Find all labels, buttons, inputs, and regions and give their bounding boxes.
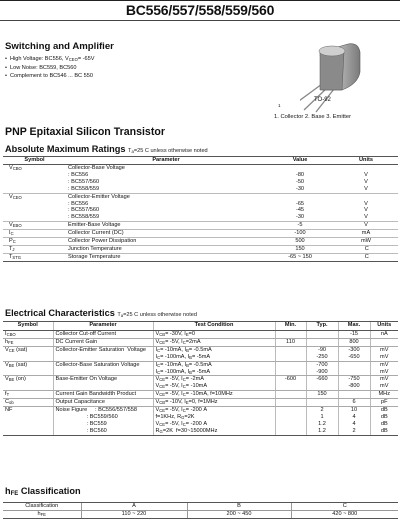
table-row [3,338,398,346]
min-cell: -600 [275,376,306,391]
condition-cell: $I_C= -10mA$, $I_B= -0.5mA$ $I_C= -100mA$, $I_B= -5mA$ [153,346,275,361]
elec-col-header: Typ. [306,322,338,331]
units-cell: pF [370,399,398,407]
hfe-heading: $h_{FE}$ Classification [5,486,81,497]
amr-col-header: Symbol [3,157,66,165]
feature-item: • Low Noise: BC559, BC560 [5,64,94,73]
value-cell: -65 ~ 150 [266,253,334,261]
units-cell: C [334,245,398,253]
condition-cell: $I_C= -10mA$, $I_B= -0.5mA$ $I_C= -100mA$, $I_B= -5mA$ [153,361,275,376]
elec-heading [5,309,197,319]
table-row [3,165,398,194]
table-row [3,376,398,391]
typ-cell: 150 [306,391,338,399]
classification-cell: B [187,503,291,511]
units-cell: mV mV [370,361,398,376]
elec-col-header: Symbol [3,322,53,331]
table-row [3,253,398,261]
min-cell [275,399,306,407]
classification-cell: C [291,503,398,511]
pin-assignment: 1. Collector 2. Base 3. Emitter [274,114,352,120]
parameter-cell: Current Gain Bandwidth Product [53,391,153,399]
table-row [3,407,398,436]
symbol-cell: $V_{BE}$ (sat) [3,361,53,376]
symbol-cell: $V_{EBO}$ [3,222,66,230]
hfe-symbol-cell: $h_{FE}$ [3,511,81,519]
parameter-cell: Base-Emitter On Voltage [53,376,153,391]
typ-cell: 2 1 1.2 1.2 [306,407,338,436]
parameter-cell: Collector-Emitter Saturation Voltage [53,346,153,361]
table-row [3,230,398,238]
table-row [3,361,398,376]
amr-condition-note: $T_a=25$ C unless otherwise noted [128,148,208,154]
elec-col-header: Units [370,322,398,331]
table-row [3,238,398,246]
max-cell: -300 -650 [338,346,370,361]
hfe-classification-table [3,502,398,519]
parameter-cell: DC Current Gain [53,338,153,346]
units-cell: MHz [370,391,398,399]
units-cell: C [334,253,398,261]
typ-cell [306,399,338,407]
value-cell: 500 [266,238,334,246]
table-row [3,391,398,399]
parameter-cell: Collector Power Dissipation [66,238,266,246]
title-rule [0,20,400,21]
symbol-cell: $P_C$ [3,238,66,246]
condition-cell: $V_{CE}= -5V$, $I_C= -10mA$, f=10MHz [153,391,275,399]
parameter-cell: Collector-Base Voltage : BC556 : BC557/560 : BC558/559 [66,165,266,194]
feature-item: • High Voltage: BC556, $V_{CEO}= -65V$ [5,55,94,64]
parameter-cell: Collector Cut-off Current [53,331,153,339]
units-cell: mA [334,230,398,238]
parameter-cell: Collector-Emitter Voltage : BC556 : BC557/560 : BC558/559 [66,193,266,222]
parameter-cell: Storage Temperature [66,253,266,261]
elec-col-header: Test Condition [153,322,275,331]
units-cell: V V V [334,165,398,194]
hfe-range-cell: 110 ~ 220 [81,511,187,519]
amr-col-header: Value [266,157,334,165]
min-cell [275,361,306,376]
value-cell: 150 [266,245,334,253]
table-row [3,222,398,230]
condition-cell: $V_{CB}= -30V$, $I_E=0$ [153,331,275,339]
elec-col-header: Min. [275,322,306,331]
symbol-cell: $I_C$ [3,230,66,238]
table-row [3,503,398,511]
typ-cell: -660 [306,376,338,391]
amr-heading [5,145,208,155]
units-cell: mV mV [370,346,398,361]
elec-col-header: Max. [338,322,370,331]
parameter-cell: Emitter-Base Voltage [66,222,266,230]
min-cell [275,331,306,339]
package-name: TO-92 [314,97,331,103]
product-heading: PNP Epitaxial Silicon Transistor [5,126,165,138]
symbol-cell: $T_{STG}$ [3,253,66,261]
symbol-cell: $f_T$ [3,391,53,399]
max-cell: 6 [338,399,370,407]
units-cell: mV mV [370,376,398,391]
symbol-cell: $V_{CEO}$ [3,193,66,222]
pin1-marker: 1 [278,103,281,108]
switching-heading: Switching and Amplifier [5,41,114,52]
parameter-cell: Noise Figure : BC556/557/558 : BC559/560 : BC559 : BC560 [53,407,153,436]
symbol-cell: NF [3,407,53,436]
value-cell: -65 -45 -30 [266,193,334,222]
max-cell: -15 [338,331,370,339]
amr-col-header: Parameter [66,157,266,165]
parameter-cell: Collector Current (DC) [66,230,266,238]
amr-heading-text: Absolute Maximum Ratings [5,144,126,154]
units-cell [370,338,398,346]
max-cell: 800 [338,338,370,346]
condition-cell: $V_{CE}= -5V$, $I_C= -2mA$ $V_{CE}= -5V$, $I_C= -10mA$ [153,376,275,391]
max-cell [338,361,370,376]
units-cell: mW [334,238,398,246]
typ-cell: -700 -900 [306,361,338,376]
min-cell [275,346,306,361]
hfe-range-cell: 420 ~ 800 [291,511,398,519]
table-row [3,511,398,519]
min-cell [275,407,306,436]
table-row [3,331,398,339]
typ-cell [306,331,338,339]
parameter-cell: Output Capacitance [53,399,153,407]
typ-cell: -90 -250 [306,346,338,361]
amr-col-header: Units [334,157,398,165]
elec-col-header: Parameter [53,322,153,331]
feature-list [5,55,94,81]
amr-header-row [3,157,398,165]
elec-condition-note: $T_a=25$ C unless otherwise noted [117,312,197,318]
parameter-cell: Collector-Base Saturation Voltage [53,361,153,376]
table-row [3,346,398,361]
to92-package-icon [300,40,400,125]
units-cell: nA [370,331,398,339]
units-cell: V [334,222,398,230]
table-row [3,399,398,407]
condition-cell: $V_{CE}= -5V$, $I_C= -200$ A f=1KHz, $R_G=2K$ $V_{CE}= -5V$, $I_C= -200$ A $R_G=2K$ f=30~15000MHz [153,407,275,436]
classification-cell: A [81,503,187,511]
value-cell: -5 [266,222,334,230]
symbol-cell: $V_{BE}$ (on) [3,376,53,391]
condition-cell: $V_{CB}= -10V$, $I_E=0$, f=1MHz [153,399,275,407]
elec-heading-text: Electrical Characteristics [5,308,115,318]
value-cell: -100 [266,230,334,238]
min-cell [275,391,306,399]
absolute-maximum-ratings-table [3,156,398,262]
units-cell: dB dB dB dB [370,407,398,436]
elec-header-row [3,322,398,331]
symbol-cell: $C_{ob}$ [3,399,53,407]
min-cell: 110 [275,338,306,346]
document-title [0,1,400,19]
classification-cell: Classification [3,503,81,511]
symbol-cell: $V_{CBO}$ [3,165,66,194]
table-row [3,193,398,222]
symbol-cell: $h_{FE}$ [3,338,53,346]
table-row [3,245,398,253]
typ-cell [306,338,338,346]
max-cell: 10 4 4 2 [338,407,370,436]
feature-item: • Complement to BC546 ... BC 550 [5,72,94,81]
parameter-cell: Junction Temperature [66,245,266,253]
symbol-cell: $V_{CE}$ (sat) [3,346,53,361]
max-cell: -750 -800 [338,376,370,391]
max-cell [338,391,370,399]
symbol-cell: $T_J$ [3,245,66,253]
document-title-text: BC556/557/558/559/560 [125,2,275,18]
units-cell: V V V [334,193,398,222]
hfe-range-cell: 200 ~ 450 [187,511,291,519]
symbol-cell: $I_{CBO}$ [3,331,53,339]
value-cell: -80 -50 -30 [266,165,334,194]
condition-cell: $V_{CE}= -5V$, $I_C=2mA$ [153,338,275,346]
electrical-characteristics-table [3,321,398,436]
